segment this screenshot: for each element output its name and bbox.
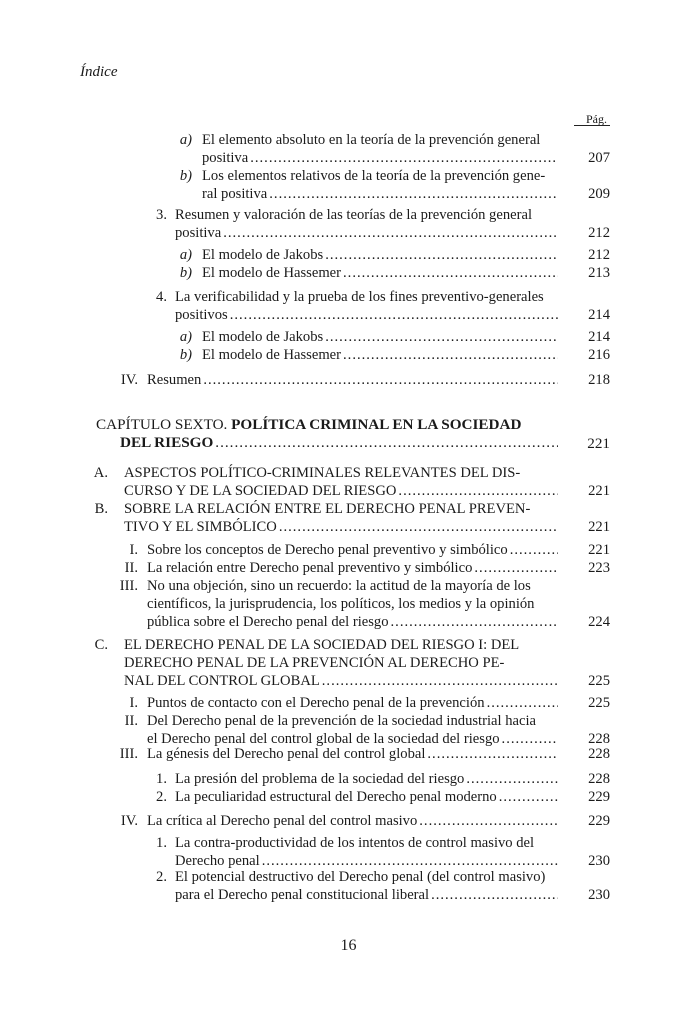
entry-text-line: Derecho penal bbox=[175, 853, 260, 869]
entry-text-line: ASPECTOS POLÍTICO-CRIMINALES RELEVANTES DEL DIS- bbox=[124, 465, 521, 481]
entry-text-line: Resumen bbox=[147, 372, 202, 388]
entry-marker: A. bbox=[93, 465, 108, 481]
running-head: Índice bbox=[80, 64, 118, 80]
dot-leader bbox=[325, 246, 558, 264]
dot-leader bbox=[427, 745, 558, 763]
entry-marker: I. bbox=[129, 542, 138, 558]
dot-leader bbox=[398, 482, 558, 500]
dot-leader bbox=[250, 149, 558, 167]
page-column-label: Pág. bbox=[586, 112, 607, 126]
dot-leader bbox=[215, 434, 558, 452]
entry-page-number: 228 bbox=[588, 746, 610, 762]
dot-leader bbox=[269, 185, 558, 203]
entry-text-line: La génesis del Derecho penal del control global bbox=[147, 746, 426, 762]
entry-text-line: El modelo de Jakobs bbox=[202, 247, 324, 263]
entry-text-line: para el Derecho penal constitucional liberal bbox=[175, 887, 430, 903]
entry-page-number: 221 bbox=[588, 542, 610, 558]
entry-text-line: Sobre los conceptos de Derecho penal preventivo y simbólico bbox=[147, 542, 508, 558]
entry-marker: 1. bbox=[156, 771, 167, 787]
dot-leader bbox=[419, 812, 558, 830]
entry-page-number: 221 bbox=[588, 519, 610, 535]
entry-marker: B. bbox=[94, 501, 108, 517]
entry-page-number: 225 bbox=[588, 673, 610, 689]
entry-text-line: El modelo de Hassemer bbox=[202, 265, 342, 281]
entry-page-number: 213 bbox=[588, 265, 610, 281]
entry-page-number: 216 bbox=[588, 347, 610, 363]
entry-page-number: 207 bbox=[588, 150, 610, 166]
entry-page-number: 214 bbox=[588, 329, 610, 345]
entry-text-line: El modelo de Hassemer bbox=[202, 347, 342, 363]
entry-page-number: 212 bbox=[588, 225, 610, 241]
entry-marker: II. bbox=[124, 713, 138, 729]
dot-leader bbox=[325, 328, 558, 346]
entry-page-number: 218 bbox=[588, 372, 610, 388]
chapter-title: POLÍTICA CRIMINAL EN LA SOCIEDAD bbox=[231, 416, 522, 433]
entry-page-number: 230 bbox=[588, 853, 610, 869]
entry-text-line: No una objeción, sino un recuerdo: la actitud de la mayoría de los bbox=[147, 578, 531, 594]
dot-leader bbox=[487, 694, 558, 712]
page-number: 16 bbox=[340, 937, 357, 954]
entry-marker: C. bbox=[94, 637, 108, 653]
entry-text-line: el Derecho penal del control global de la sociedad del riesgo bbox=[147, 731, 500, 747]
entry-marker: a) bbox=[179, 247, 192, 263]
entry-text-line: positiva bbox=[175, 225, 222, 241]
entry-marker: IV. bbox=[120, 372, 138, 388]
entry-marker: 2. bbox=[156, 789, 167, 805]
dot-leader bbox=[203, 371, 558, 389]
entry-marker: a) bbox=[179, 132, 192, 148]
entry-page-number: 225 bbox=[588, 695, 610, 711]
dot-leader bbox=[279, 518, 558, 536]
entry-text-line: pública sobre el Derecho penal del riesgo bbox=[147, 614, 389, 630]
entry-page-number: 221 bbox=[588, 483, 610, 499]
entry-marker: I. bbox=[129, 695, 138, 711]
entry-text-line: La presión del problema de la sociedad del riesgo bbox=[175, 771, 465, 787]
entry-text-line: positivos bbox=[175, 307, 228, 323]
entry-text-line: científicos, la jurisprudencia, los políticos, los medios y la opinión bbox=[147, 596, 535, 612]
dot-leader bbox=[431, 886, 558, 904]
entry-text-line: La relación entre Derecho penal preventivo y simbólico bbox=[147, 560, 473, 576]
dot-leader bbox=[230, 306, 558, 324]
entry-marker: 2. bbox=[156, 869, 167, 885]
entry-text-line: NAL DEL CONTROL GLOBAL bbox=[124, 673, 320, 689]
entry-marker: b) bbox=[179, 265, 192, 281]
entry-marker: 1. bbox=[156, 835, 167, 851]
dot-leader bbox=[343, 264, 558, 282]
entry-text-line: ral positiva bbox=[202, 186, 268, 202]
entry-page-number: 228 bbox=[588, 771, 610, 787]
entry-marker: III. bbox=[119, 746, 138, 762]
page-column-rule bbox=[574, 125, 610, 126]
entry-text-line: La crítica al Derecho penal del control masivo bbox=[147, 813, 418, 829]
dot-leader bbox=[474, 559, 558, 577]
entry-page-number: 229 bbox=[588, 789, 610, 805]
entry-text-line: El potencial destructivo del Derecho penal (del control masivo) bbox=[175, 869, 546, 885]
dot-leader bbox=[391, 613, 558, 631]
entry-marker: a) bbox=[179, 329, 192, 345]
entry-text-line: CURSO Y DE LA SOCIEDAD DEL RIESGO bbox=[124, 483, 397, 499]
entry-page-number: 230 bbox=[588, 887, 610, 903]
entry-text-line: DERECHO PENAL DE LA PREVENCIÓN AL DERECHO PE- bbox=[124, 655, 505, 671]
entry-marker: III. bbox=[119, 578, 138, 594]
entry-marker: b) bbox=[179, 168, 192, 184]
dot-leader bbox=[223, 224, 558, 242]
entry-text-line: Del Derecho penal de la prevención de la sociedad industrial hacia bbox=[147, 713, 536, 729]
entry-text-line: SOBRE LA RELACIÓN ENTRE EL DERECHO PENAL PREVEN- bbox=[124, 501, 531, 517]
entry-marker: IV. bbox=[120, 813, 138, 829]
chapter-title-line: DEL RIESGO bbox=[120, 434, 214, 451]
entry-text-line: EL DERECHO PENAL DE LA SOCIEDAD DEL RIESGO I: DEL bbox=[124, 637, 520, 653]
chapter-label: CAPÍTULO SEXTO. bbox=[96, 416, 232, 433]
dot-leader bbox=[466, 770, 558, 788]
entry-text-line: La contra-productividad de los intentos de control masivo del bbox=[175, 835, 535, 851]
dot-leader bbox=[510, 541, 558, 559]
entry-page-number: 229 bbox=[588, 813, 610, 829]
entry-text-line: El elemento absoluto en la teoría de la prevención general bbox=[202, 132, 541, 148]
dot-leader bbox=[322, 672, 558, 690]
entry-text-line: Resumen y valoración de las teorías de la prevención general bbox=[175, 207, 532, 223]
dot-leader bbox=[343, 346, 558, 364]
dot-leader bbox=[499, 788, 558, 806]
entry-page-number: 228 bbox=[588, 731, 610, 747]
entry-marker: 3. bbox=[156, 207, 167, 223]
entry-text-line: Los elementos relativos de la teoría de la prevención gene- bbox=[202, 168, 546, 184]
entry-page-number: 224 bbox=[588, 614, 610, 630]
entry-page-number: 212 bbox=[588, 247, 610, 263]
entry-text-line: La peculiaridad estructural del Derecho penal moderno bbox=[175, 789, 497, 805]
entry-page-number: 214 bbox=[588, 307, 610, 323]
entry-marker: b) bbox=[179, 347, 192, 363]
entry-marker: 4. bbox=[156, 289, 167, 305]
entry-text-line: El modelo de Jakobs bbox=[202, 329, 324, 345]
entry-page-number: 221 bbox=[587, 435, 610, 452]
entry-text-line: TIVO Y EL SIMBÓLICO bbox=[124, 519, 277, 535]
entry-page-number: 223 bbox=[588, 560, 610, 576]
entry-text-line: Puntos de contacto con el Derecho penal de la prevención bbox=[147, 695, 485, 711]
entry-text-line: La verificabilidad y la prueba de los fines preventivo-generales bbox=[175, 289, 544, 305]
entry-marker: II. bbox=[124, 560, 138, 576]
entry-text-line: positiva bbox=[202, 150, 249, 166]
entry-page-number: 209 bbox=[588, 186, 610, 202]
